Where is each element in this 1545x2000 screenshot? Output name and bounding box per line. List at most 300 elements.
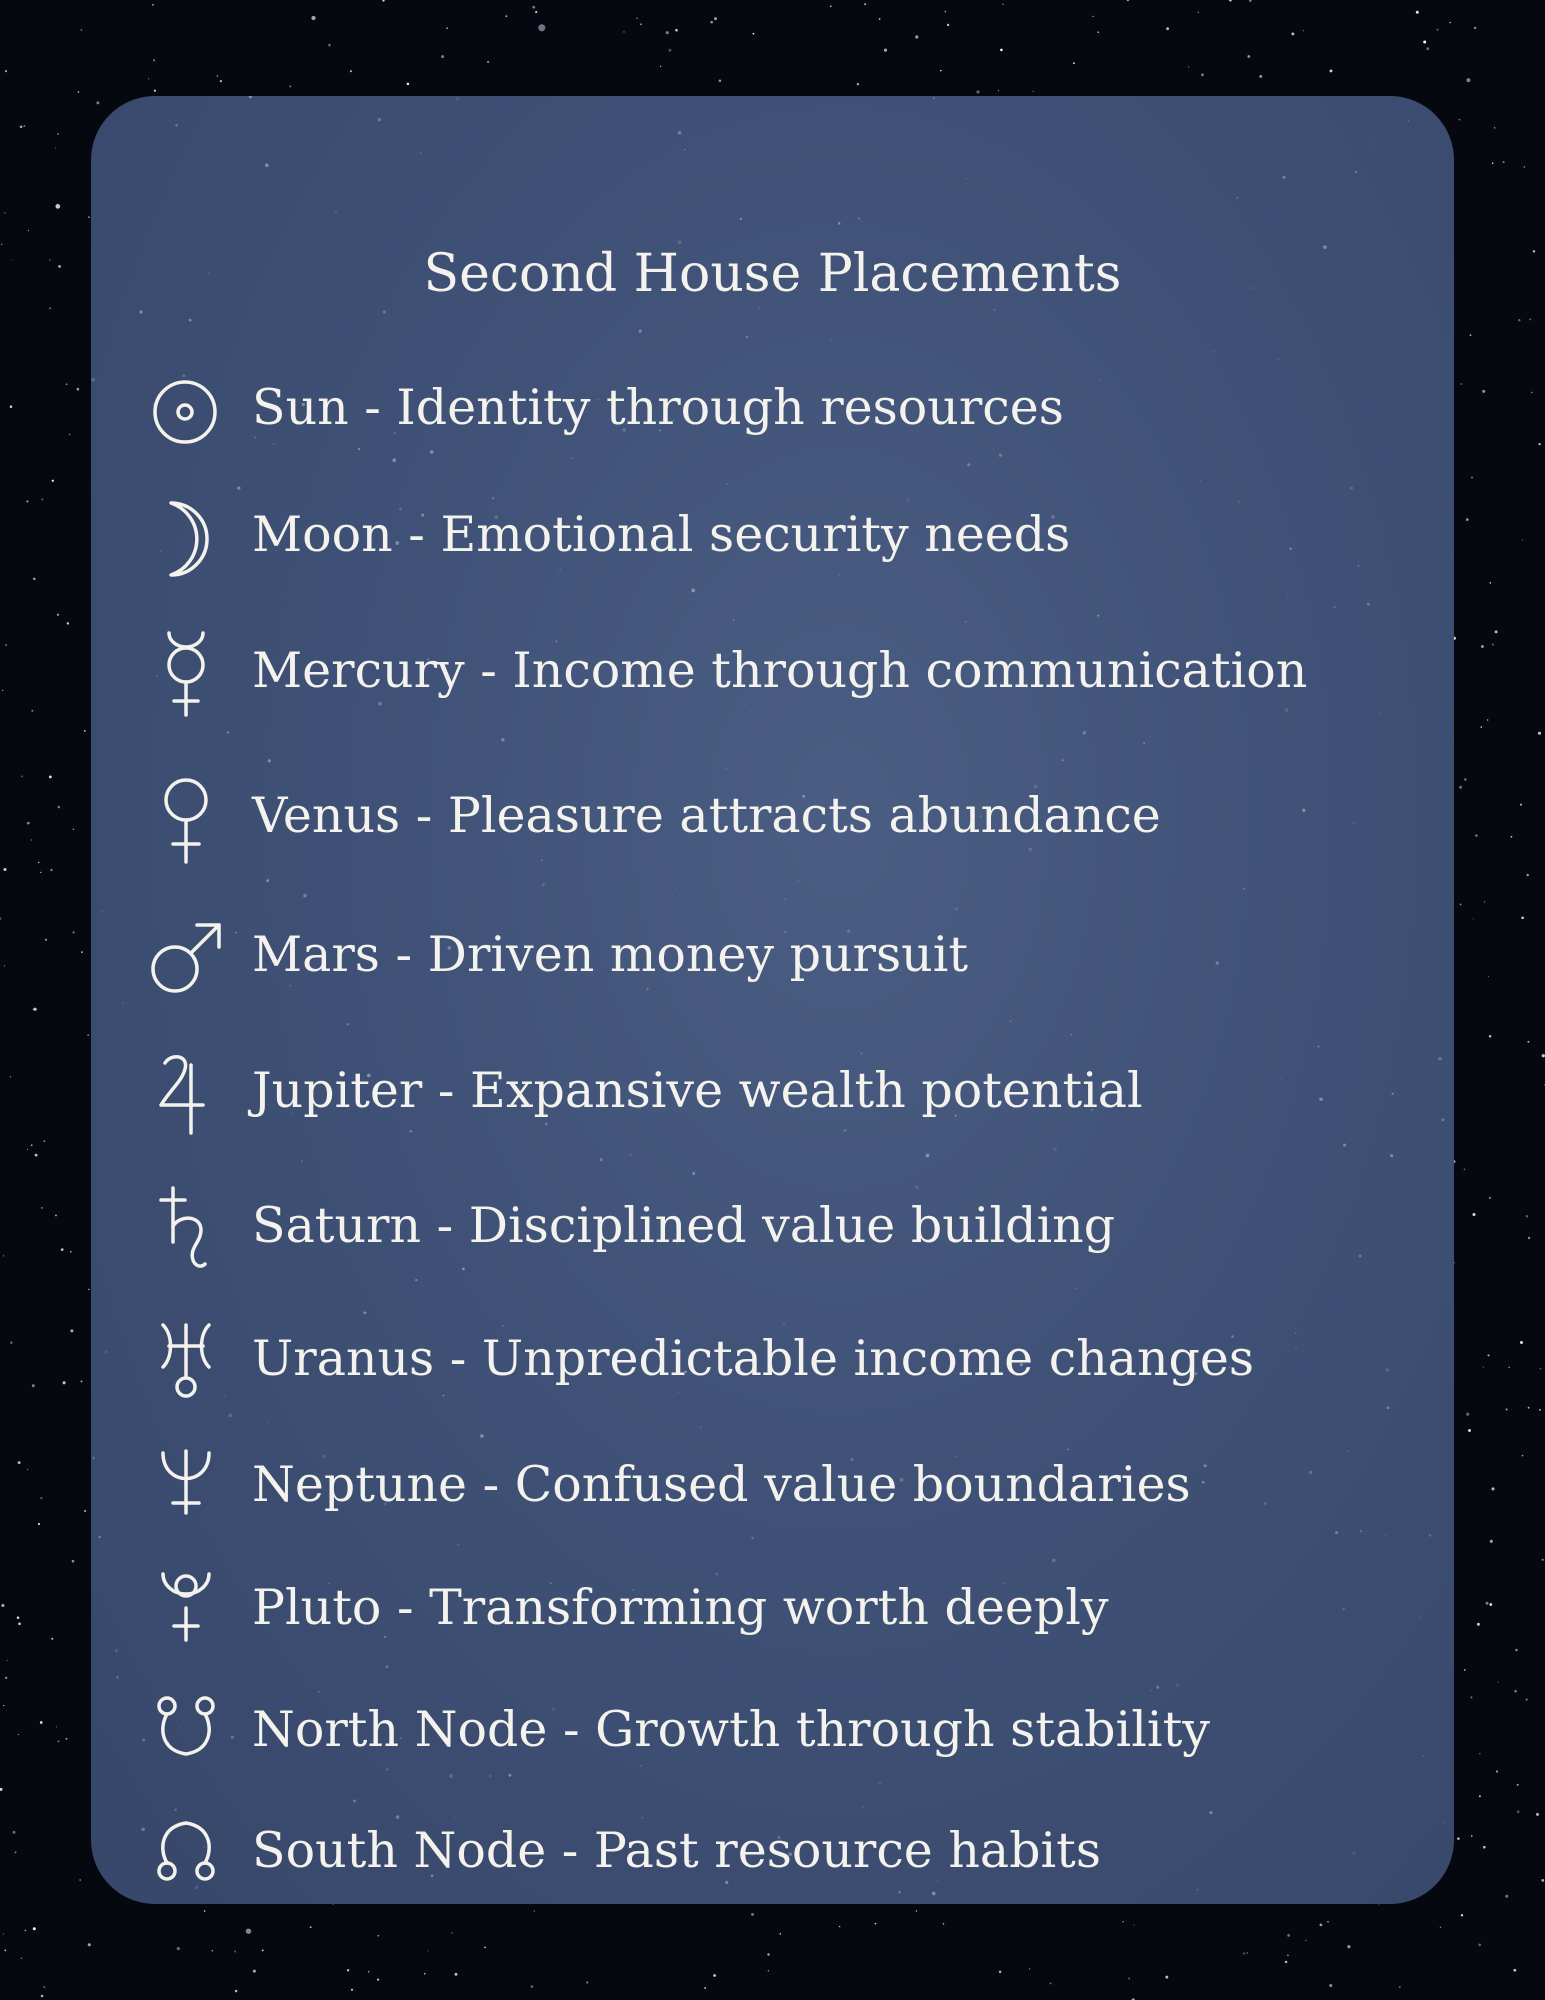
background-star: [1459, 119, 1461, 121]
background-star: [1249, 0, 1252, 2]
background-star: [780, 1933, 781, 1934]
background-star: [152, 4, 154, 6]
background-star: [1527, 1041, 1529, 1043]
mars-icon: [149, 913, 223, 1003]
background-star: [10, 1076, 11, 1077]
card-texture-star: [99, 1536, 101, 1538]
card-texture-star: [392, 458, 396, 462]
background-star: [1479, 1753, 1480, 1754]
card-texture-star: [964, 620, 966, 622]
background-star: [70, 1251, 72, 1253]
background-star: [1482, 390, 1485, 393]
background-star: [1460, 903, 1462, 905]
background-star: [31, 1144, 33, 1146]
background-star: [1247, 1952, 1248, 1953]
background-star: [216, 75, 218, 77]
background-star: [1287, 1954, 1289, 1956]
background-star: [1259, 75, 1262, 78]
background-star: [58, 1740, 60, 1742]
background-star: [26, 500, 28, 502]
background-star: [640, 23, 642, 25]
background-star: [1000, 49, 1003, 52]
background-star: [84, 1510, 86, 1512]
background-star: [1329, 1984, 1332, 1987]
list-item-pluto: [91, 1566, 1454, 1656]
background-star: [1320, 1924, 1323, 1927]
card-texture-star: [740, 218, 742, 220]
card-texture-star: [630, 1154, 632, 1156]
background-star: [1399, 1986, 1401, 1988]
card-texture-star: [1390, 1154, 1393, 1157]
background-star: [2, 690, 3, 691]
background-star: [10, 1342, 12, 1344]
background-star: [1541, 1879, 1544, 1882]
background-star: [154, 90, 156, 92]
background-star: [1498, 1681, 1499, 1682]
background-star: [1492, 643, 1494, 645]
background-star: [70, 1329, 73, 1332]
background-star: [1303, 30, 1304, 31]
background-star: [6, 1660, 7, 1661]
background-star: [484, 1946, 486, 1948]
background-star: [66, 383, 68, 385]
card-texture-star: [116, 1676, 119, 1679]
background-star: [1483, 1846, 1486, 1849]
card-texture-star: [101, 910, 103, 912]
north-node-icon: [149, 1688, 223, 1778]
background-star: [78, 91, 80, 93]
card-texture-star: [1199, 480, 1201, 482]
background-star: [1198, 12, 1199, 13]
background-star: [660, 66, 661, 67]
card-texture-star: [1333, 606, 1335, 608]
background-star: [1538, 443, 1540, 445]
background-star: [58, 806, 61, 809]
card-texture-star: [268, 1421, 269, 1422]
background-star: [1122, 1921, 1123, 1922]
background-star: [1492, 162, 1494, 164]
background-star: [1526, 1698, 1528, 1700]
card-texture-star: [542, 883, 545, 886]
card-texture-star: [335, 211, 337, 213]
background-star: [1490, 1540, 1493, 1543]
background-star: [1470, 1696, 1472, 1698]
card-texture-star: [759, 308, 760, 309]
list-item-moon: [91, 493, 1454, 583]
card-texture-star: [237, 486, 240, 489]
background-star: [33, 578, 35, 580]
background-star: [441, 55, 444, 58]
background-star: [1517, 1810, 1520, 1813]
background-star: [586, 1981, 588, 1983]
card-texture-star: [1237, 197, 1238, 198]
background-star: [947, 24, 949, 26]
background-star: [50, 869, 52, 871]
background-star: [1073, 62, 1075, 64]
background-star: [41, 499, 43, 501]
background-star: [407, 83, 410, 86]
background-star: [5, 70, 7, 72]
background-star: [1491, 1487, 1494, 1490]
background-star: [1478, 1943, 1481, 1946]
background-star: [1531, 392, 1532, 393]
placement-label: Venus - Pleasure attracts abundance: [252, 787, 1161, 844]
background-star: [0, 1788, 3, 1791]
background-star: [1471, 477, 1473, 479]
background-star: [220, 80, 222, 82]
card-texture-star: [993, 309, 996, 312]
background-star: [262, 1949, 264, 1951]
background-star: [235, 1990, 238, 1993]
card-texture-star: [1083, 731, 1086, 734]
background-star: [35, 1154, 38, 1157]
background-star: [1489, 1603, 1492, 1606]
background-star: [1466, 518, 1469, 521]
background-star: [1426, 47, 1429, 50]
background-star: [18, 1734, 19, 1735]
background-star: [40, 1721, 43, 1724]
venus-icon: [149, 774, 223, 864]
background-star: [830, 5, 832, 7]
background-star: [1128, 1978, 1130, 1980]
card-texture-star: [266, 879, 269, 882]
card-texture-star: [1176, 1684, 1179, 1687]
background-star: [84, 730, 86, 732]
background-star: [1528, 1237, 1530, 1239]
background-star: [246, 1928, 252, 1934]
background-star: [916, 1910, 918, 1912]
card-texture-star: [733, 619, 735, 621]
card-texture-star: [415, 1279, 417, 1281]
background-star: [1473, 918, 1474, 919]
saturn-icon: [149, 1184, 223, 1274]
background-star: [3, 1933, 4, 1934]
background-star: [1416, 11, 1419, 14]
background-star: [1201, 73, 1204, 76]
background-star: [505, 15, 507, 17]
background-star: [1488, 976, 1489, 977]
background-star: [1092, 16, 1093, 17]
background-star: [1486, 1602, 1489, 1605]
card-texture-star: [229, 1414, 233, 1418]
background-star: [368, 1971, 370, 1973]
card-texture-star: [1054, 1148, 1058, 1152]
background-star: [768, 1970, 770, 1972]
background-star: [713, 1974, 716, 1977]
background-star: [28, 230, 29, 231]
background-star: [289, 85, 291, 87]
card-texture-star: [838, 222, 841, 225]
background-star: [1243, 1952, 1245, 1954]
background-star: [33, 1927, 36, 1930]
background-star: [61, 1248, 64, 1251]
list-item-neptune: [91, 1443, 1454, 1533]
background-star: [81, 1380, 83, 1382]
background-star: [52, 480, 54, 482]
background-star: [77, 388, 80, 391]
background-star: [669, 49, 672, 52]
background-star: [1165, 1976, 1168, 1979]
background-star: [538, 24, 545, 31]
card-texture-star: [353, 1799, 356, 1802]
background-star: [1457, 1837, 1460, 1840]
background-star: [1483, 1367, 1484, 1368]
card-texture-star: [268, 759, 271, 762]
background-star: [487, 61, 489, 63]
background-star: [55, 1214, 57, 1216]
placement-label: Moon - Emotional security needs: [252, 506, 1071, 563]
card-texture-star: [378, 118, 381, 121]
list-item-mercury: [91, 629, 1454, 719]
background-star: [1188, 66, 1189, 67]
background-star: [1466, 78, 1470, 82]
card-texture-star: [457, 1543, 459, 1545]
background-star: [1423, 41, 1426, 44]
background-star: [58, 265, 61, 268]
background-star: [1514, 1690, 1517, 1693]
background-star: [535, 11, 537, 13]
background-star: [27, 1149, 28, 1150]
background-star: [1515, 1649, 1518, 1652]
background-star: [1496, 1770, 1498, 1772]
background-star: [3, 1705, 4, 1706]
background-star: [1522, 1455, 1524, 1457]
card-texture-star: [189, 319, 192, 322]
background-star: [753, 33, 755, 35]
list-item-sun: [91, 366, 1454, 456]
background-star: [710, 21, 713, 24]
background-star: [1050, 1982, 1052, 1984]
card-texture-star: [1143, 742, 1145, 744]
background-star: [148, 78, 149, 79]
background-star: [34, 1008, 37, 1011]
background-star: [1002, 3, 1004, 5]
background-star: [998, 90, 999, 91]
card-texture-star: [858, 217, 860, 219]
background-star: [1481, 726, 1482, 727]
background-star: [1506, 1408, 1508, 1410]
card-texture-star: [1010, 1020, 1011, 1021]
background-star: [1505, 1895, 1508, 1898]
card-texture-star: [303, 894, 306, 897]
uranus-icon: [149, 1317, 223, 1407]
background-star: [18, 1622, 21, 1625]
card-texture-star: [798, 880, 800, 882]
card-texture-star: [600, 1158, 603, 1161]
background-star: [1536, 1813, 1539, 1816]
background-star: [310, 1926, 312, 1928]
background-star: [999, 1971, 1001, 1973]
card-texture-star: [1052, 1559, 1055, 1562]
background-star: [81, 951, 83, 953]
background-star: [5, 1677, 7, 1679]
background-star: [17, 1616, 20, 1619]
background-star: [1474, 27, 1476, 29]
placement-label: Uranus - Unpredictable income changes: [252, 1330, 1255, 1387]
placement-label: Mercury - Income through communication: [252, 642, 1308, 699]
card-texture-star: [1283, 176, 1286, 179]
background-star: [1517, 1784, 1519, 1786]
background-star: [69, 434, 71, 436]
background-star: [30, 839, 32, 841]
background-star: [1513, 1969, 1516, 1972]
background-star: [212, 1950, 214, 1952]
card-texture-star: [746, 336, 748, 338]
card-texture-star: [926, 1154, 930, 1158]
background-star: [204, 1910, 206, 1912]
background-star: [1464, 1669, 1466, 1671]
card-texture-star: [862, 1806, 863, 1807]
background-star: [12, 259, 13, 260]
card-texture-star: [784, 898, 786, 900]
card-texture-star: [1062, 759, 1064, 761]
background-star: [382, 0, 384, 2]
background-star: [1033, 91, 1034, 92]
background-star: [45, 939, 47, 941]
background-star: [32, 1384, 35, 1387]
card-texture-star: [1343, 1144, 1346, 1147]
card-texture-star: [816, 903, 817, 904]
background-star: [531, 1985, 534, 1988]
background-star: [73, 828, 75, 830]
background-star: [88, 1289, 89, 1290]
background-star: [377, 1935, 379, 1937]
card-texture-star: [1317, 1045, 1319, 1047]
background-star: [377, 1978, 379, 1980]
background-star: [13, 1831, 16, 1834]
background-star: [25, 1930, 27, 1932]
background-star: [1449, 22, 1450, 23]
background-star: [675, 29, 678, 32]
background-star: [1475, 834, 1477, 836]
card-texture-star: [456, 98, 458, 100]
background-star: [4, 868, 7, 871]
card-texture-star: [878, 1781, 881, 1784]
background-star: [1461, 383, 1462, 384]
card-texture-star: [955, 907, 958, 910]
card-texture-star: [639, 329, 642, 332]
background-star: [1494, 127, 1495, 128]
background-star: [1127, 0, 1129, 1]
card-texture-star: [933, 97, 935, 99]
background-star: [40, 872, 41, 873]
background-star: [328, 44, 331, 47]
background-star: [857, 83, 859, 85]
card-texture-star: [1429, 1534, 1432, 1537]
background-star: [72, 1560, 75, 1563]
card-texture-star: [1370, 143, 1372, 145]
card-title: Second House Placements: [423, 244, 1122, 304]
placement-label: Jupiter - Expansive wealth potential: [252, 1062, 1143, 1119]
card-texture-star: [1287, 596, 1289, 598]
background-star: [1524, 166, 1525, 167]
card-texture-star: [700, 1426, 702, 1428]
placement-label: Sun - Identity through resources: [252, 379, 1064, 436]
card-texture-star: [1350, 486, 1353, 489]
background-star: [839, 1926, 841, 1928]
background-star: [79, 1879, 81, 1881]
card-texture-star: [420, 152, 422, 154]
background-star: [41, 1207, 43, 1209]
background-star: [1285, 1961, 1287, 1963]
background-star: [1291, 32, 1294, 35]
card-texture-star: [139, 310, 142, 313]
background-star: [875, 1923, 877, 1925]
background-star: [56, 1726, 57, 1727]
background-star: [1287, 1934, 1290, 1937]
background-star: [14, 1851, 16, 1853]
background-star: [1166, 27, 1169, 30]
card-texture-star: [249, 96, 253, 98]
background-star: [43, 1140, 45, 1142]
background-star: [1330, 69, 1333, 72]
background-star: [1477, 1623, 1480, 1626]
card-texture-star: [1071, 1034, 1072, 1035]
background-star: [1522, 540, 1523, 541]
background-star: [38, 862, 40, 864]
background-star: [63, 1381, 66, 1384]
background-star: [55, 147, 56, 148]
background-star: [1521, 916, 1524, 919]
card-texture-star: [691, 589, 695, 593]
background-star: [1529, 318, 1531, 320]
card-texture-star: [385, 767, 386, 768]
card-texture-star: [751, 1537, 754, 1540]
background-star: [1495, 630, 1498, 633]
background-star: [49, 775, 52, 778]
placement-label: Pluto - Transforming worth deeply: [252, 1579, 1109, 1636]
card-texture-star: [684, 149, 685, 150]
card-texture-star: [938, 156, 939, 157]
card-texture-star: [480, 1434, 484, 1438]
background-star: [1520, 804, 1522, 806]
background-star: [1489, 1035, 1492, 1038]
background-star: [1484, 901, 1486, 903]
background-star: [1, 1604, 4, 1607]
background-star: [351, 1989, 353, 1991]
card-texture-star: [725, 768, 727, 770]
background-star: [311, 16, 315, 20]
background-star: [1518, 319, 1520, 321]
pluto-icon: [149, 1566, 223, 1656]
background-star: [1229, 0, 1232, 2]
background-star: [1533, 250, 1535, 252]
card-texture-star: [1097, 615, 1099, 617]
background-star: [1526, 1215, 1528, 1217]
card-texture-star: [1367, 603, 1370, 606]
card-texture-star: [830, 340, 831, 341]
card-texture-star: [965, 178, 967, 180]
background-star: [21, 775, 23, 777]
list-item-north-node: [91, 1688, 1454, 1778]
background-star: [1472, 1213, 1475, 1216]
background-star: [3, 1255, 4, 1256]
background-star: [446, 27, 447, 28]
background-star: [1466, 1413, 1469, 1416]
background-star: [424, 1973, 426, 1975]
background-star: [4, 965, 5, 966]
card-texture-star: [175, 124, 178, 127]
background-star: [55, 204, 60, 209]
card-texture-star: [501, 738, 504, 741]
background-star: [976, 90, 979, 93]
background-star: [623, 31, 625, 33]
list-item-jupiter: [91, 1049, 1454, 1139]
background-star: [20, 125, 23, 128]
list-item-uranus: [91, 1317, 1454, 1407]
background-star: [1528, 1407, 1530, 1409]
card-texture-star: [1243, 888, 1245, 890]
